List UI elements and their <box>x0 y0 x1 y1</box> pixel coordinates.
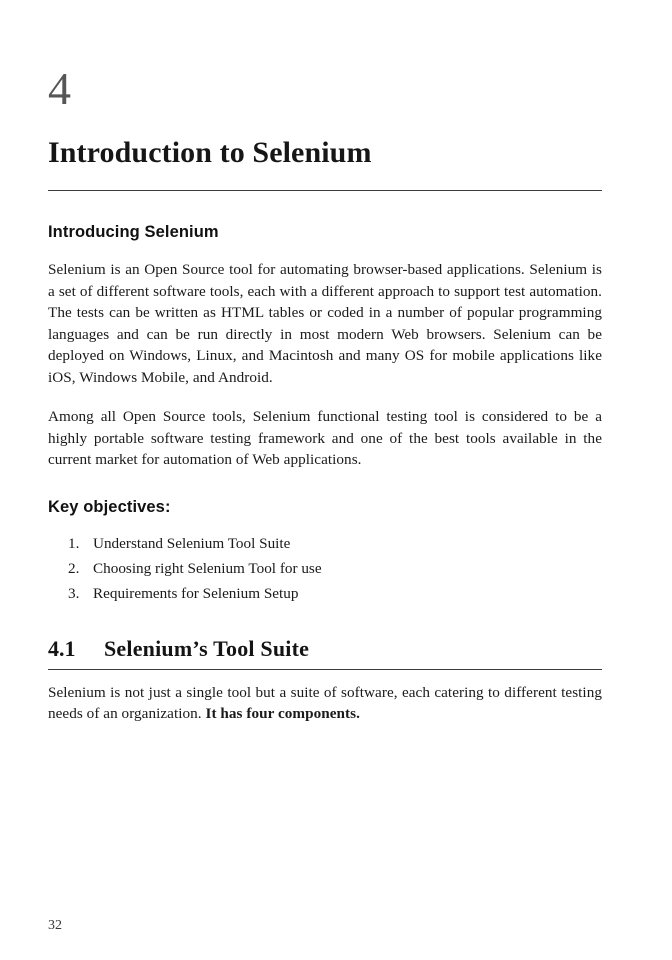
paragraph-tool-suite-bold: It has four components. <box>205 705 360 723</box>
list-item-number: 3. <box>68 584 80 602</box>
list-item-number: 1. <box>68 534 80 552</box>
key-objectives-list <box>48 531 602 606</box>
chapter-title: Introduction to Selenium <box>48 136 372 169</box>
page-number: 32 <box>48 918 62 933</box>
section-heading-tool-suite <box>48 636 602 662</box>
list-item <box>48 581 602 606</box>
paragraph-tool-suite <box>48 682 602 725</box>
page-content <box>48 0 602 725</box>
list-item-label: Requirements for Selenium Setup <box>93 584 299 602</box>
paragraph-tool-suite-lead: Selenium is not just a single tool but a suite of software, each catering to different testing needs of an organization. <box>48 683 602 723</box>
list-item <box>48 556 602 581</box>
heading-key-objectives: Key objectives: <box>48 497 171 516</box>
paragraph-introducing-selenium-1: Selenium is an Open Source tool for automating browser-based applications. Selenium is a set of different software tools, each with a different approach to support test automation. The tests can be written as HTML tables or coded in a number of popular programming languages and can be run directly in most modern Web browsers. Selenium can be deployed on Windows, Linux, and Macintosh and many OS for mobile applications like iOS, Windows Mobile, and Android. <box>48 261 602 386</box>
paragraph-introducing-selenium-2: Among all Open Source tools, Selenium functional testing tool is considered to be a highly portable software testing framework and one of the best tools available in the current market for automation of Web applications. <box>48 408 602 469</box>
list-item-number: 2. <box>68 559 80 577</box>
chapter-number: 4 <box>48 63 72 114</box>
chapter-title-rule <box>48 190 602 191</box>
section-title: Selenium’s Tool Suite <box>104 635 310 661</box>
section-number: 4.1 <box>48 635 76 661</box>
heading-introducing-selenium: Introducing Selenium <box>48 223 219 242</box>
list-item-label: Understand Selenium Tool Suite <box>93 534 291 552</box>
list-item-label: Choosing right Selenium Tool for use <box>93 559 322 577</box>
section-heading-rule <box>48 669 602 670</box>
list-item <box>48 531 602 556</box>
